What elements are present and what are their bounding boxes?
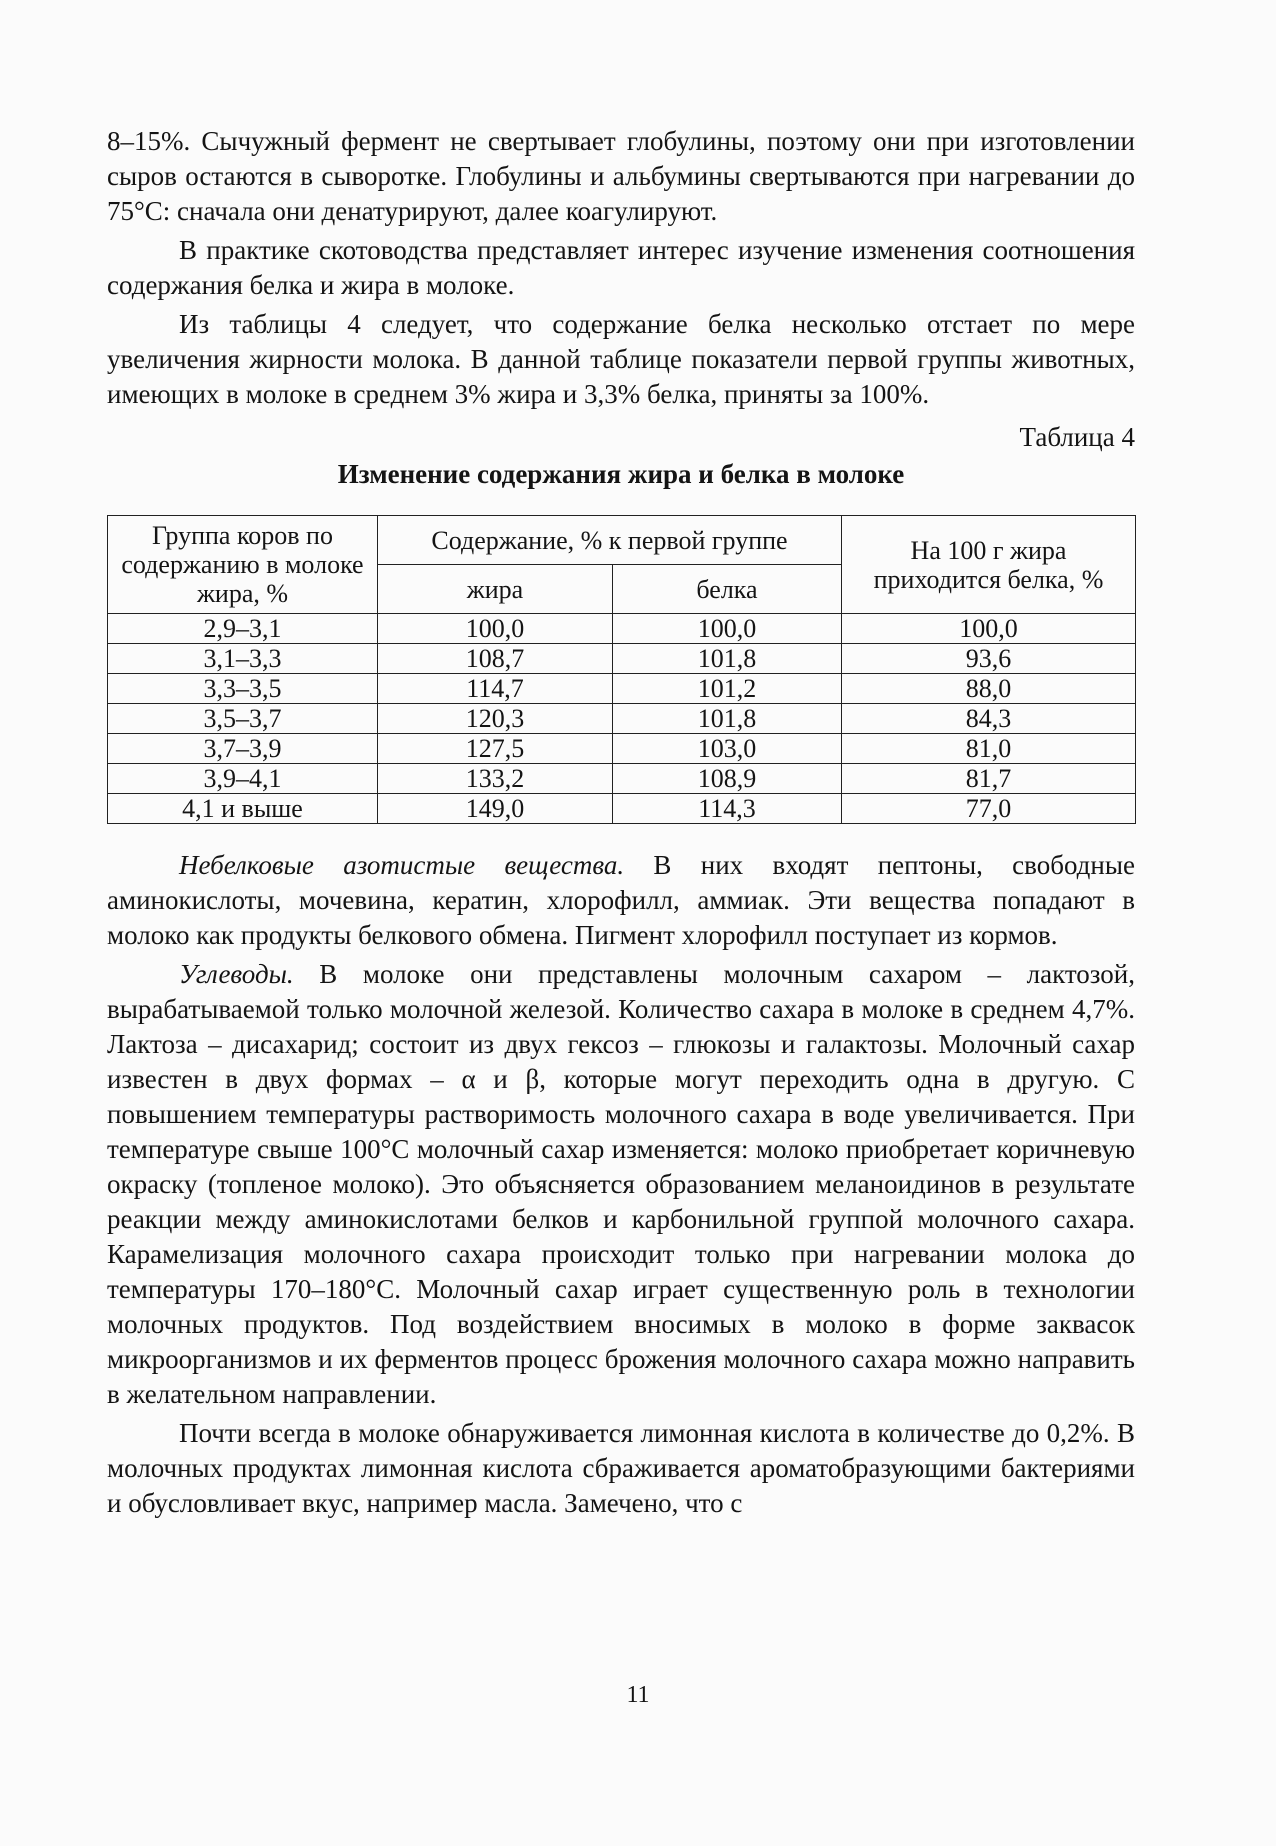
table-row — [108, 794, 1136, 824]
page-number: 11 — [626, 1682, 650, 1708]
cell-group: 3,5–3,7 — [108, 704, 378, 734]
cell-fat: 108,7 — [378, 644, 613, 674]
header-protein: белка — [613, 565, 842, 614]
cell-group: 3,1–3,3 — [108, 644, 378, 674]
cell-protein: 103,0 — [613, 734, 842, 764]
cell-per100: 93,6 — [842, 644, 1136, 674]
cell-fat: 149,0 — [378, 794, 613, 824]
cell-fat: 120,3 — [378, 704, 613, 734]
cell-group: 3,9–4,1 — [108, 764, 378, 794]
cell-protein: 100,0 — [613, 614, 842, 644]
cell-per100: 100,0 — [842, 614, 1136, 644]
table-row — [108, 674, 1136, 704]
paragraph-citric-acid: Почти всегда в молоке обнаруживается лимонная кислота в количестве до 0,2%. В молочных продуктах лимонная кислота сбраживается ароматобразующими бактериями и обусловливает вкус, например масла. Замечено, что с — [107, 1418, 1135, 1518]
cell-fat: 100,0 — [378, 614, 613, 644]
table-row — [108, 704, 1136, 734]
cell-fat: 114,7 — [378, 674, 613, 704]
table-row — [108, 614, 1136, 644]
page-content — [107, 124, 1135, 1521]
table-row — [108, 764, 1136, 794]
cell-protein: 114,3 — [613, 794, 842, 824]
table-title: Изменение содержания жира и белка в молоке — [337, 459, 905, 489]
paragraph-3: Из таблицы 4 следует, что содержание белка несколько отстает по мере увеличения жирности молока. В данной таблице показатели первой группы животных, имеющих в молоке в среднем 3% жира и 3,3% белка, приняты за 100%. — [107, 309, 1135, 409]
cell-per100: 81,0 — [842, 734, 1136, 764]
cell-protein: 101,8 — [613, 644, 842, 674]
paragraph-2: В практике скотоводства представляет интерес изучение изменения соотношения содержания белка и жира в молоке. — [107, 235, 1135, 300]
cell-group: 3,7–3,9 — [108, 734, 378, 764]
header-per100: На 100 г жира приходится белка, % — [842, 516, 1136, 614]
cell-fat: 127,5 — [378, 734, 613, 764]
paragraph-carbohydrates — [107, 957, 1135, 1412]
header-fat: жира — [378, 565, 613, 614]
term-carbohydrates: Углеводы. — [179, 959, 294, 989]
cell-per100: 88,0 — [842, 674, 1136, 704]
cell-protein: 108,9 — [613, 764, 842, 794]
cell-protein: 101,2 — [613, 674, 842, 704]
paragraph-nonprotein — [107, 848, 1135, 953]
paragraph-carbohydrates-text: В молоке они представлены молочным сахаром – лактозой, вырабатываемой только молочной железой. Количество сахара в молоке в среднем 4,7%. Лактоза – дисахарид; состоит из двух гексоз – глюкозы и галактозы. Молочный сахар известен в двух формах – α и β, которые могут переходить одна в другую. С повышением температуры растворимость молочного сахара в воде увеличивается. При температуре свыше 100°С молочный сахар изменяется: молоко приобретает коричневую окраску (топленое молоко). Это объясняется образованием меланоидинов в результате реакции между аминокислотами белков и карбонильной группой молочного сахара. Карамелизация молочного сахара происходит только при нагревании молока до температуры 170–180°С. Молочный сахар играет существенную роль в технологии молочных продуктов. Под воздействием вносимых в молоко в форме заквасок микроорганизмов и их ферментов процесс брожения молочного сахара можно направить в желательном направлении. — [107, 959, 1135, 1409]
paragraph-nonprotein-text: В них входят пептоны, свободные аминокислоты, мочевина, кератин, хлорофилл, аммиак. Эти вещества попадают в молоко как продукты белкового обмена. Пигмент хлорофилл поступает из кормов. — [107, 850, 1135, 950]
header-content: Содержание, % к первой группе — [378, 516, 842, 565]
term-nonprotein: Небелковые азотистые вещества. — [179, 850, 625, 880]
cell-group: 4,1 и выше — [108, 794, 378, 824]
cell-fat: 133,2 — [378, 764, 613, 794]
paragraph-1: 8–15%. Сычужный фермент не свертывает глобулины, поэтому они при изготовлении сыров остаются в сыворотке. Глобулины и альбумины свертываются при нагревании до 75°С: сначала они денатурируют, далее коагулируют. — [107, 126, 1135, 226]
cell-per100: 84,3 — [842, 704, 1136, 734]
cell-group: 3,3–3,5 — [108, 674, 378, 704]
table-row — [108, 644, 1136, 674]
cell-per100: 77,0 — [842, 794, 1136, 824]
cell-group: 2,9–3,1 — [108, 614, 378, 644]
data-table — [107, 515, 1136, 824]
cell-per100: 81,7 — [842, 764, 1136, 794]
table-row — [108, 734, 1136, 764]
cell-protein: 101,8 — [613, 704, 842, 734]
header-group: Группа коров по содержанию в молоке жира, % — [108, 516, 378, 614]
table-label: Таблица 4 — [1019, 422, 1135, 452]
table-header-row — [108, 516, 1136, 565]
